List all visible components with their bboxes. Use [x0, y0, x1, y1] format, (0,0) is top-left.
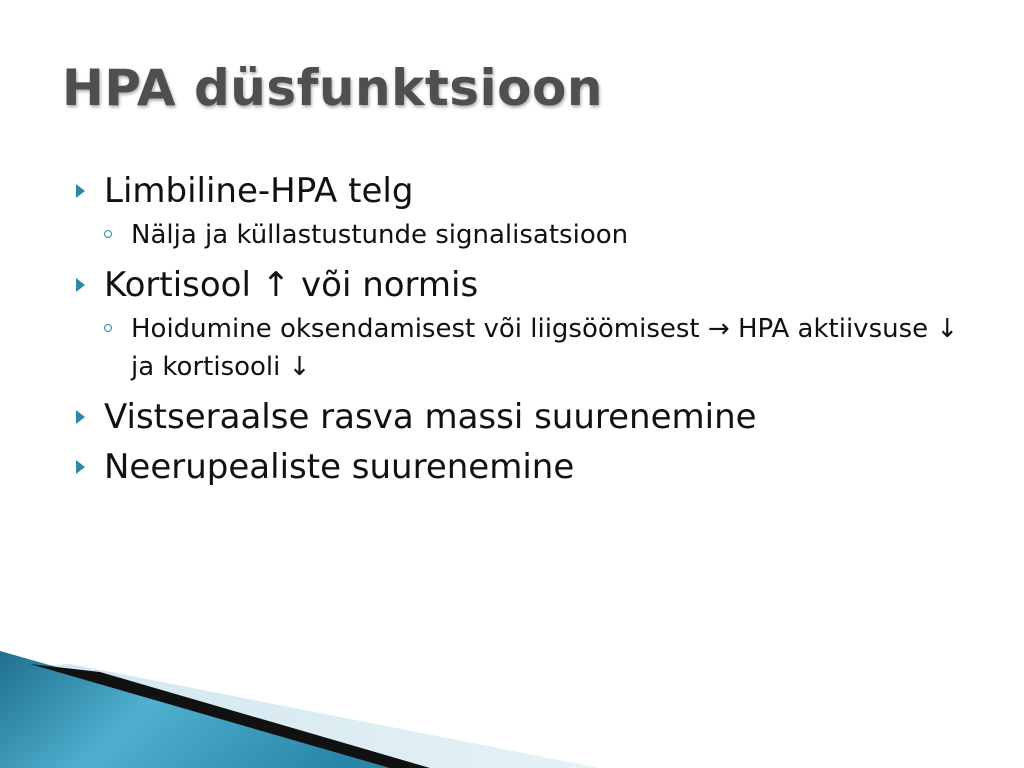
bullet-text: Neerupealiste suurenemine	[104, 447, 575, 487]
bullet-text: Limbiline-HPA telg	[104, 171, 414, 211]
sub-bullet-text: Hoidumine oksendamisest või liigsöömisest → HPA aktiivsuse ↓ ja kortisooli ↓	[131, 314, 959, 382]
slide-title: HPA düsfunktsioon	[62, 59, 603, 117]
bullet-text: Vistseraalse rasva massi suurenemine	[104, 397, 757, 437]
bullet-text: Kortisool ↑ või normis	[104, 265, 479, 305]
sub-bullet-text: Nälja ja küllastustunde signalisatsioon	[131, 220, 629, 250]
